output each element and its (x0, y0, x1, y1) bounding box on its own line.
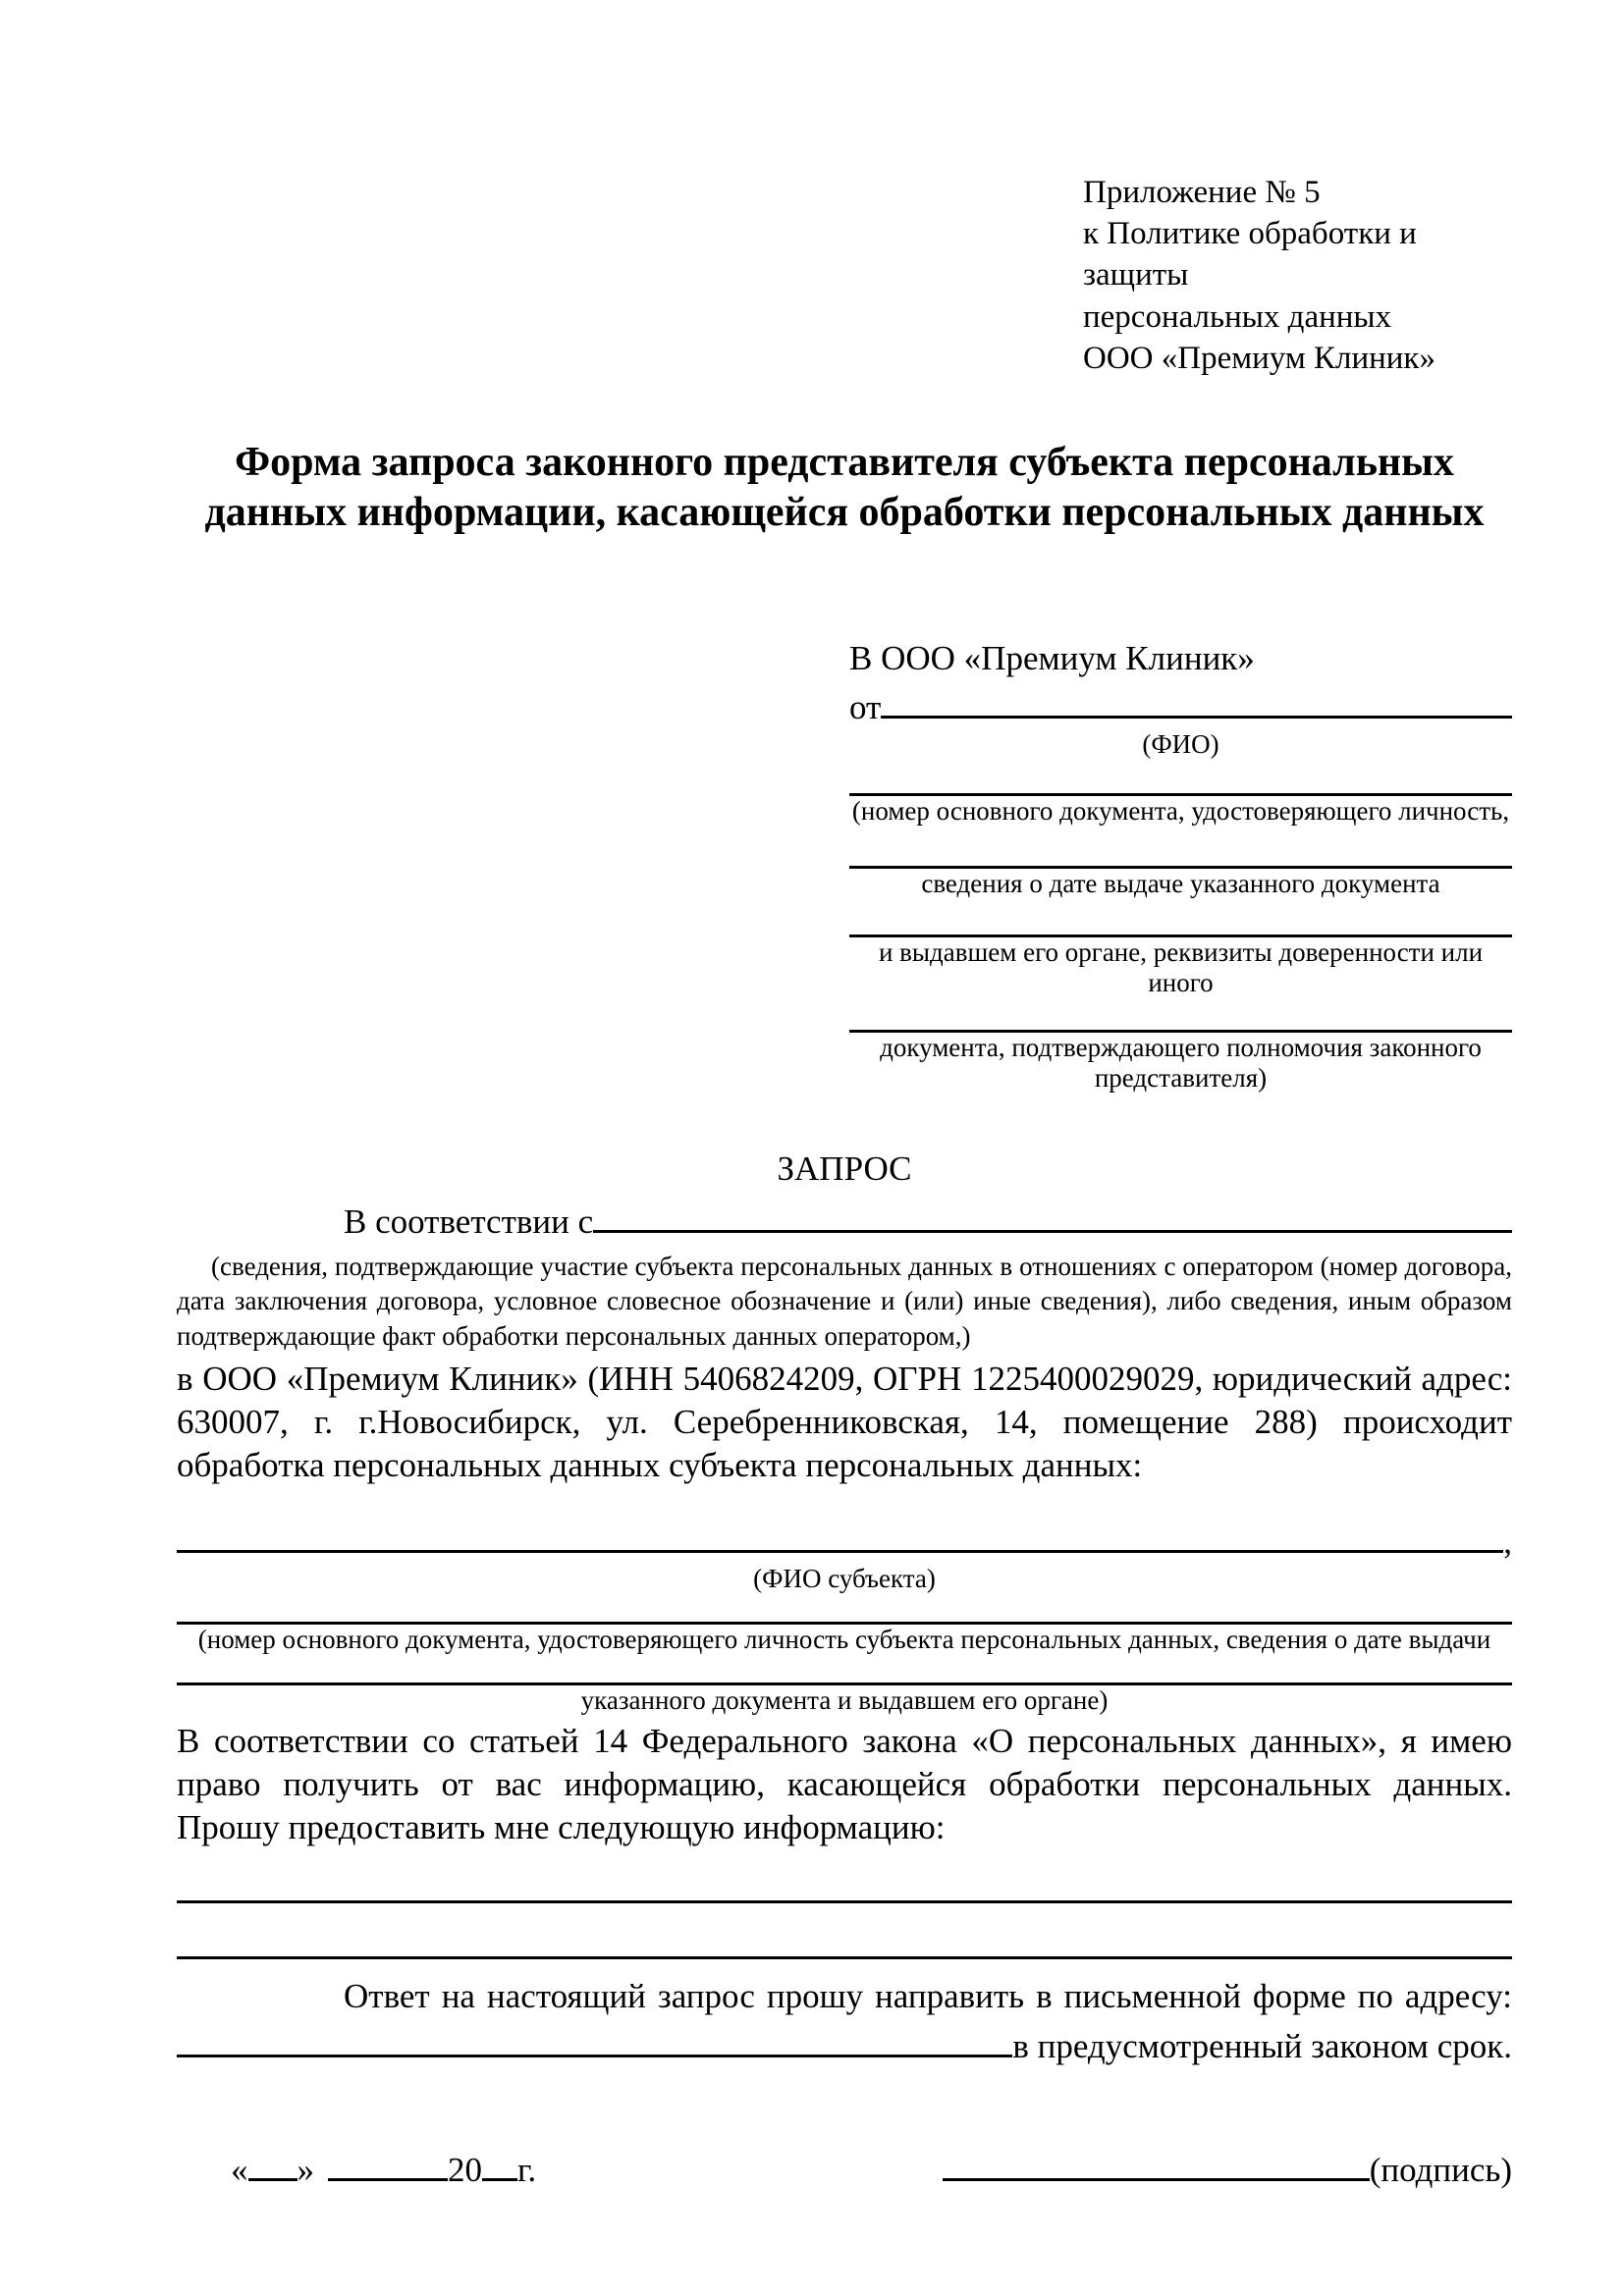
appendix-line: Приложение № 5 (1083, 175, 1321, 210)
from-label: от (849, 687, 882, 726)
appendix-line: к Политике обработки и защиты (1083, 216, 1417, 294)
doc-caption: сведения о дате выдаче указанного документа (921, 868, 1440, 898)
fill-line-year (482, 2149, 517, 2181)
fill-line-day (248, 2149, 298, 2181)
date-field (231, 2149, 536, 2192)
fill-line-signature (943, 2149, 1370, 2181)
signature-field (943, 2149, 1512, 2192)
signature-caption: (подпись) (1369, 2150, 1512, 2189)
subject-fio-row (177, 1521, 1512, 1564)
operator-paragraph: в ООО «Премиум Клиник» (ИНН 5406824209, ОГРН 1225400029029, юридический адрес: 630007, г. г.Новосибирск, ул. Серебренниковская, 14, помещение 288) происходит обработка персональных данных субъекта персональных данных: (177, 1359, 1512, 1484)
quote-close: » (297, 2150, 314, 2189)
fill-line-subject-fio (177, 1550, 1503, 1553)
fill-line-doc-number (849, 760, 1512, 796)
intro-caption: (сведения, подтверждающие участие субъекта персональных данных в отношениях с оператором (номер договора, дата заключения договора, условное словесное обозначение и (или) иные сведения), либо сведения, иным образом подтверждающие факт обработки персональных данных оператором,) (177, 1252, 1512, 1351)
fio-caption: (ФИО) (1142, 728, 1219, 759)
fill-line-address (177, 2055, 1012, 2057)
fill-line-doc-date (849, 827, 1512, 869)
fill-line-fio (881, 716, 1512, 719)
reply-tail: в предусмотренный законом срок. (1012, 2026, 1512, 2065)
appendix-note (1083, 172, 1512, 379)
intro-row (177, 1201, 1512, 1244)
document-title: Форма запроса законного представителя субъекта персональных данных информации, касающейся обработки персональных данных (204, 440, 1485, 536)
subject-comma: , (1503, 1522, 1512, 1561)
subject-doc-caption: (номер основного документа, удостоверяющего личность субъекта персональных данных, сведения о дате выдачи (197, 1625, 1491, 1655)
appendix-line: персональных данных (1083, 298, 1392, 335)
doc-caption: и выдавшем его органе, реквизиты доверенности или иного (878, 936, 1484, 998)
request-heading: ЗАПРОС (777, 1149, 912, 1189)
doc-caption: (номер основного документа, удостоверяющего личность, (851, 795, 1510, 826)
signature-row (177, 2149, 1512, 2192)
subject-doc-caption: указанного документа и выдавшем его органе) (580, 1685, 1109, 1716)
fill-line-info-2 (177, 1954, 1512, 1959)
reply-paragraph: Ответ на настоящий запрос прошу направить в письменной форме по адресу: (344, 1977, 1512, 2016)
reply-address-row (177, 2025, 1512, 2068)
fill-line-doc-authority (849, 998, 1512, 1033)
fill-line-basis (593, 1230, 1512, 1233)
quote-open: « (231, 2150, 248, 2189)
addressee-to: В ООО «Премиум Клиник» (849, 638, 1255, 677)
from-row (849, 686, 1512, 729)
year-prefix: 20 (448, 2150, 482, 2189)
subject-fio-caption: (ФИО субъекта) (753, 1564, 936, 1593)
intro-label: В соответствии с (344, 1202, 594, 1242)
addressee-block (849, 637, 1512, 1095)
year-suffix: г. (517, 2150, 537, 2189)
fill-line-info-1 (177, 1898, 1512, 1903)
fill-line-doc-issuer (849, 899, 1512, 937)
law-paragraph: В соответствии со статьей 14 Федерального закона «О персональных данных», я имею право получить от вас информацию, касающейся обработки персональных данных. Прошу предоставить мне следующую информацию: (177, 1722, 1512, 1847)
fill-line-month (328, 2149, 448, 2181)
doc-caption: документа, подтверждающего полномочия законного представителя) (880, 1033, 1482, 1094)
appendix-line: ООО «Премиум Клиник» (1083, 340, 1435, 376)
